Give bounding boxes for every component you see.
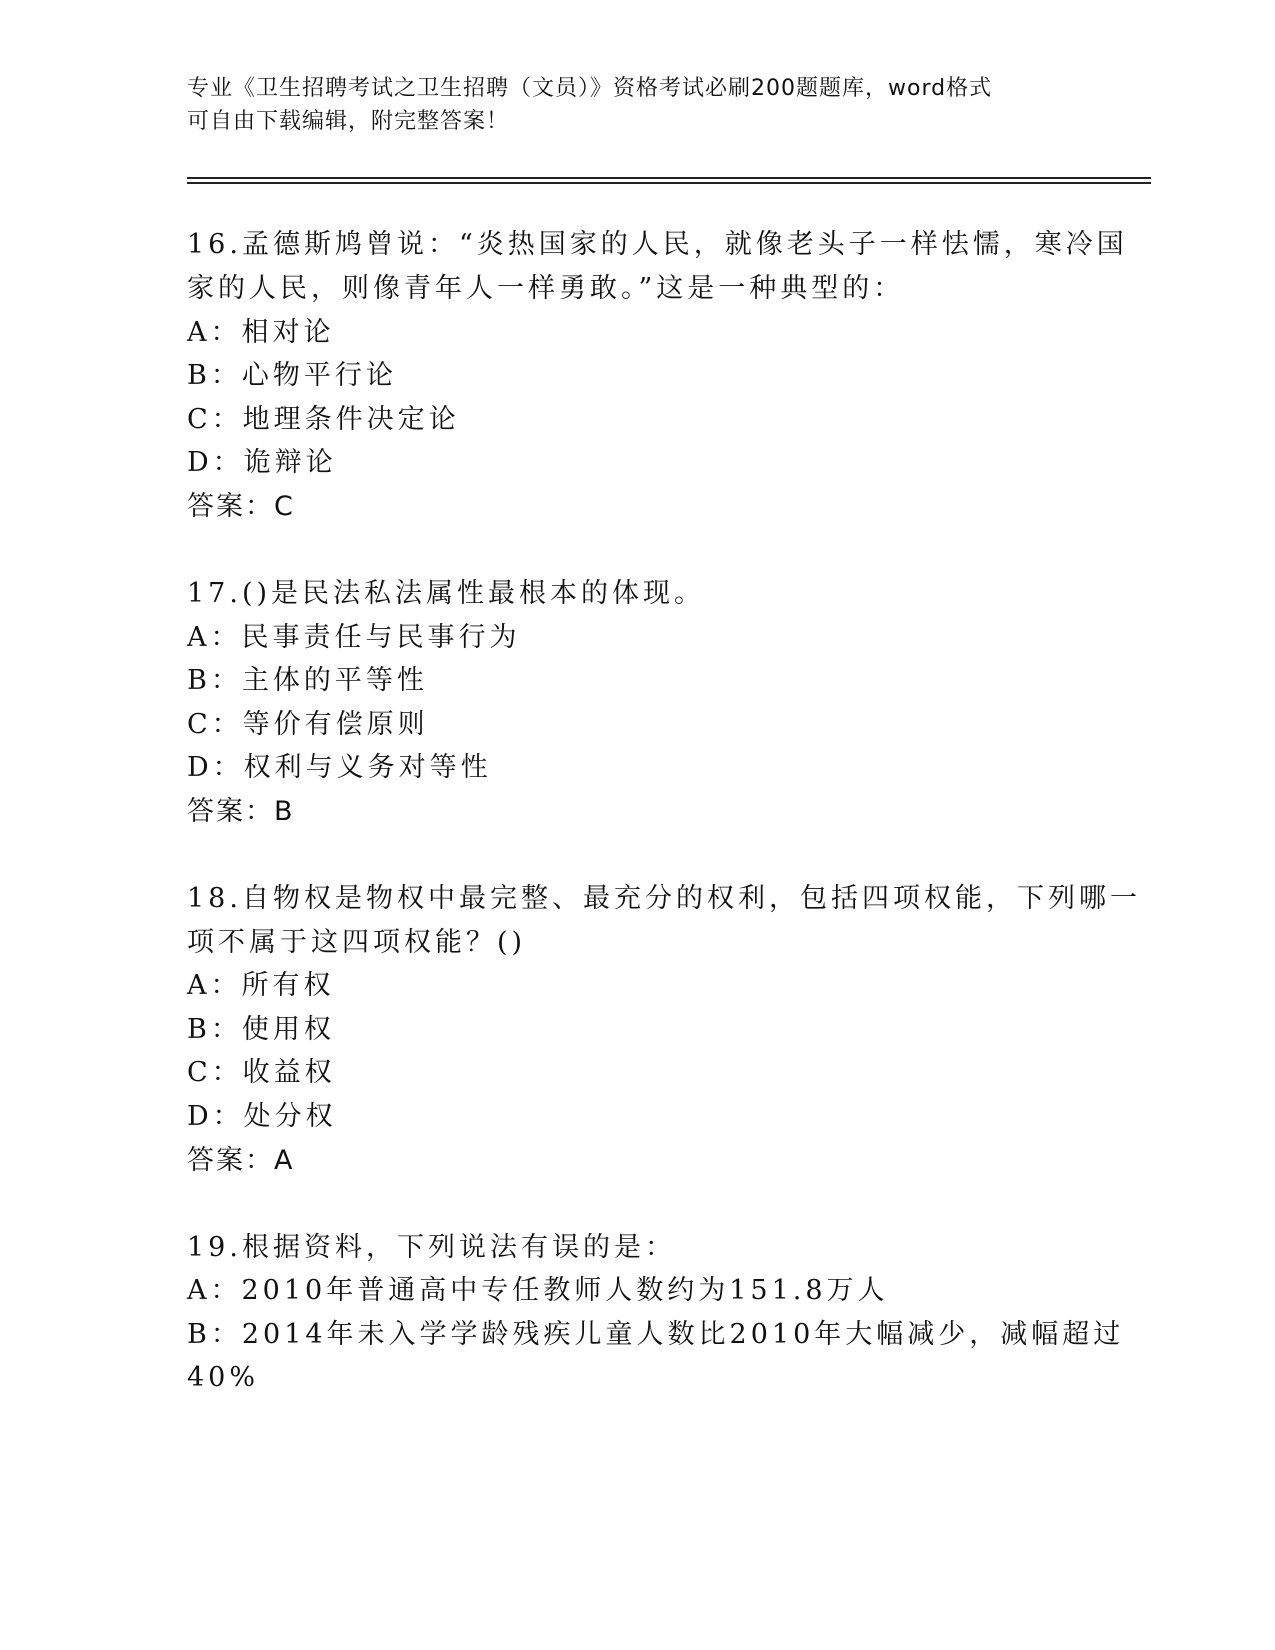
header-divider-bottom [187, 182, 1151, 184]
question-17-option-d: D：权利与义务对等性 [187, 752, 492, 783]
document-header [187, 72, 1087, 138]
question-17-option-a: A：民事责任与民事行为 [187, 622, 521, 653]
header-line-1: 专业《卫生招聘考试之卫生招聘（文员）》资格考试必刷200题题库，word格式 [187, 76, 993, 101]
question-17-stem-line-1: 17.()是民法私法属性最根本的体现。 [187, 578, 706, 609]
question-18-stem-line-2: 项不属于这四项权能？() [187, 927, 527, 958]
question-19-option-b: B：2014年未入学学龄残疾儿童人数比2010年大幅减少，减幅超过 [187, 1319, 1125, 1350]
question-18-answer: 答案：A [187, 1145, 295, 1176]
question-17-option-b: B：主体的平等性 [187, 665, 428, 696]
question-17-answer: 答案：B [187, 796, 295, 827]
question-16-stem-line-2: 家的人民，则像青年人一样勇敢。”这是一种典型的： [187, 273, 905, 304]
question-16-option-a: A：相对论 [187, 317, 335, 348]
question-19-stem-line-1: 19.根据资料，下列说法有误的是： [187, 1232, 676, 1263]
question-16-option-b: B：心物平行论 [187, 360, 397, 391]
question-18-stem-line-1: 18.自物权是物权中最完整、最充分的权利，包括四项权能，下列哪一 [187, 883, 1141, 914]
question-16-answer: 答案：C [187, 491, 295, 522]
question-18-option-b: B：使用权 [187, 1014, 335, 1045]
question-16-stem-line-1: 16.孟德斯鸠曾说：“炎热国家的人民，就像老头子一样怯懦，寒冷国 [187, 229, 1128, 260]
question-19-option-a: A：2010年普通高中专任教师人数约为151.8万人 [187, 1275, 889, 1306]
header-divider-top [187, 177, 1151, 179]
question-18-option-a: A：所有权 [187, 970, 335, 1001]
question-17-option-c: C：等价有偿原则 [187, 709, 429, 740]
question-16-option-d: D：诡辩论 [187, 447, 337, 478]
header-line-2: 可自由下载编辑，附完整答案！ [187, 109, 510, 134]
question-19-option-b-continued: 40% [187, 1362, 260, 1393]
question-18-option-d: D：处分权 [187, 1101, 337, 1132]
question-16-option-c: C：地理条件决定论 [187, 404, 460, 435]
question-18-option-c: C：收益权 [187, 1057, 336, 1088]
